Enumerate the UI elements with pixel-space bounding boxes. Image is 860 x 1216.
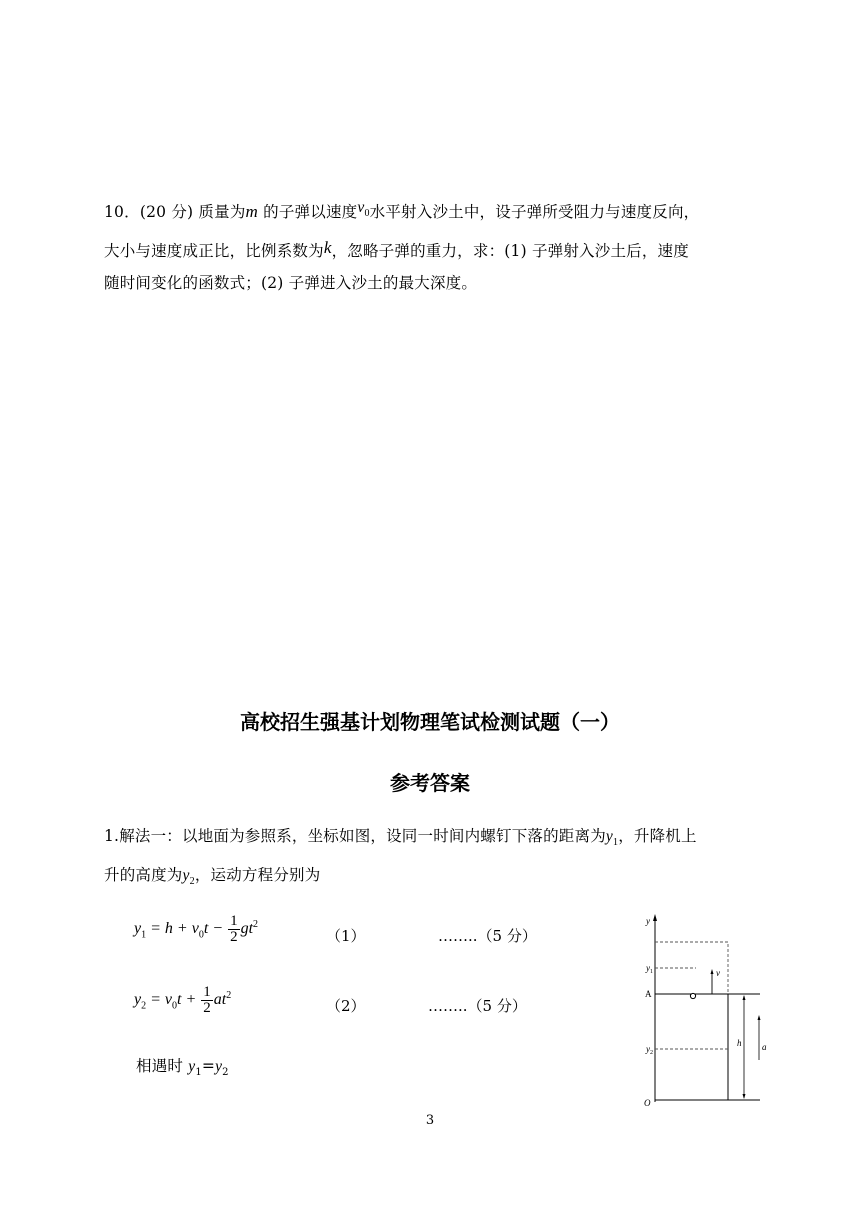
section-subtitle: 参考答案 — [390, 771, 470, 795]
nail — [690, 993, 695, 998]
var-v0: $v_0$ — [357, 199, 370, 220]
q10-text: ，忽略子弹的重力，求：(1) 子弹射入沙土后，速度 — [331, 242, 689, 261]
answer-text: ，升降机上 — [618, 827, 697, 845]
equation-1-score: ……..（5 分） — [438, 927, 537, 945]
q10-line-2 — [104, 235, 764, 267]
var-y2: $y_2$ — [182, 867, 195, 888]
y-axis-arrow — [653, 914, 657, 921]
label-O: O — [644, 1098, 651, 1108]
label-y2: $y_2$ — [646, 1044, 653, 1056]
q10-line-1 — [104, 196, 764, 235]
fraction: $\frac{1}{2}$ — [230, 913, 238, 945]
label-a: a — [762, 1042, 767, 1052]
var-m: m — [245, 202, 259, 221]
coordinate-figure — [640, 910, 780, 1110]
equation-1: $y_1 = h + v_0t$ − $\frac{1}{2}$ $gt^2$ — [134, 913, 259, 945]
equation-1-tag: （1） — [326, 927, 366, 945]
label-h: h — [737, 1038, 742, 1048]
answer-1-line-1 — [104, 820, 774, 859]
label-y1: $y_1$ — [646, 963, 653, 975]
question-10 — [104, 196, 764, 299]
q10-text: 质量为 — [198, 203, 246, 221]
section-title: 高校招生强基计划物理笔试检测试题（一） — [240, 710, 620, 734]
equation-2-score: ……..（5 分） — [428, 997, 527, 1015]
q10-text: 的子弹以速度 — [263, 203, 358, 221]
equation-2: $y_2 = v_0t$ + $\frac{1}{2}$ $at^2$ — [134, 984, 232, 1016]
answer-1-text — [104, 820, 774, 898]
q10-score: (20 分) — [139, 203, 194, 221]
fraction: $\frac{1}{2}$ — [203, 984, 211, 1016]
page-number: 3 — [425, 1113, 435, 1128]
var-k: k — [323, 238, 332, 258]
q10-text: 水平射入沙土中，设子弹所受阻力与速度反向， — [369, 203, 700, 221]
var-y1: $y_1$ — [605, 828, 619, 849]
q10-line-3: 随时间变化的函数式；(2) 子弹进入沙土的最大深度。 — [104, 274, 478, 293]
meeting-condition: 相遇时 $y_1=y_2$ — [136, 1057, 229, 1079]
label-A: A — [645, 989, 652, 999]
answer-text: 升的高度为 — [104, 866, 183, 885]
q10-text: 大小与速度成正比，比例系数为 — [104, 242, 324, 261]
answer-1-line-2 — [104, 859, 774, 898]
answer-text: 1.解法一：以地面为参照系，坐标如图，设同一时间内螺钉下落的距离为 — [104, 827, 606, 845]
label-y: y — [646, 916, 650, 926]
equation-2-tag: （2） — [326, 997, 366, 1015]
q10-number: 10． — [104, 203, 140, 221]
label-v: v — [716, 968, 720, 978]
answer-text: ，运动方程分别为 — [194, 866, 321, 885]
